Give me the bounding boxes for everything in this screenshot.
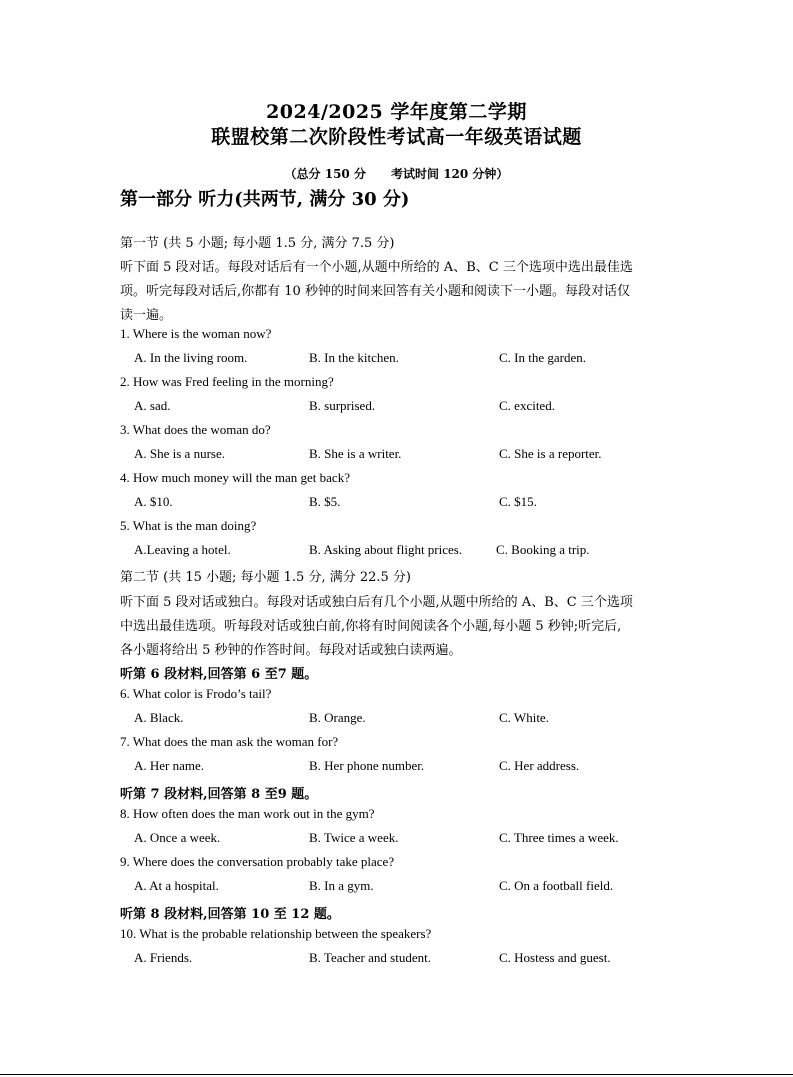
- q8-option-a: A. Once a week.: [134, 830, 221, 845]
- q5-option-c: C. Booking a trip.: [496, 542, 590, 557]
- part1-title: 第一部分 听力(共两节, 满分 30 分): [120, 189, 410, 210]
- exam-title-main: 联盟校第二次阶段性考试高一年级英语试题: [211, 126, 582, 148]
- page-bottom-divider: [0, 1074, 793, 1075]
- q4-option-a: A. $10.: [134, 494, 173, 509]
- exam-title-year: 2024/2025 学年度第二学期: [266, 101, 527, 123]
- material-7-heading: 听第 7 段材料,回答第 8 至9 题。: [120, 787, 318, 802]
- q7-option-a: A. Her name.: [134, 758, 205, 773]
- section2-instruction-line: 听下面 5 段对话或独白。每段对话或独白后有几个小题,从题中所给的 A、B、C 三个选项: [120, 595, 633, 610]
- q6-option-a: A. Black.: [134, 710, 184, 725]
- q2-option-c: C. excited.: [499, 398, 555, 413]
- q1-option-c: C. In the garden.: [499, 350, 587, 365]
- section1-instruction-line: 听下面 5 段对话。每段对话后有一个小题,从题中所给的 A、B、C 三个选项中选出最佳选: [120, 260, 633, 275]
- q7-option-c: C. Her address.: [499, 758, 580, 773]
- q10-option-c: C. Hostess and guest.: [499, 950, 611, 965]
- q4-option-c: C. $15.: [499, 494, 537, 509]
- q3-option-c: C. She is a reporter.: [499, 446, 602, 461]
- section2-instruction-line: 中选出最佳选项。听每段对话或独白前,你将有时间阅读各个小题,每小题 5 秒钟;听完后,: [120, 619, 622, 634]
- section2-instruction-line: 各小题将给出 5 秒钟的作答时间。每段对话或独白读两遍。: [120, 643, 462, 658]
- q10-option-b: B. Teacher and student.: [309, 950, 431, 965]
- question-7: 7. What does the man ask the woman for?: [120, 734, 339, 749]
- section1-heading: 第一节 (共 5 小题; 每小题 1.5 分, 满分 7.5 分): [120, 236, 395, 251]
- material-8-heading: 听第 8 段材料,回答第 10 至 12 题。: [120, 907, 340, 922]
- q5-option-a: A.Leaving a hotel.: [134, 542, 231, 557]
- question-6: 6. What color is Frodo’s tail?: [120, 686, 272, 701]
- question-2: 2. How was Fred feeling in the morning?: [120, 374, 334, 389]
- exam-subtitle: （总分 150 分 考试时间 120 分钟）: [284, 167, 509, 181]
- q2-option-a: A. sad.: [134, 398, 171, 413]
- question-4: 4. How much money will the man get back?: [120, 470, 350, 485]
- question-1: 1. Where is the woman now?: [120, 326, 272, 341]
- q3-option-a: A. She is a nurse.: [134, 446, 225, 461]
- q3-option-b: B. She is a writer.: [309, 446, 402, 461]
- question-5: 5. What is the man doing?: [120, 518, 257, 533]
- q9-option-b: B. In a gym.: [309, 878, 374, 893]
- question-8: 8. How often does the man work out in the gym?: [120, 806, 375, 821]
- section1-instruction-line: 读一遍。: [120, 308, 173, 323]
- question-3: 3. What does the woman do?: [120, 422, 271, 437]
- question-9: 9. Where does the conversation probably take place?: [120, 854, 395, 869]
- q7-option-b: B. Her phone number.: [309, 758, 425, 773]
- section1-instruction-line: 项。听完每段对话后,你都有 10 秒钟的时间来回答有关小题和阅读下一小题。每段对话仅: [120, 284, 630, 299]
- q9-option-a: A. At a hospital.: [134, 878, 219, 893]
- q2-option-b: B. surprised.: [309, 398, 376, 413]
- q8-option-b: B. Twice a week.: [309, 830, 399, 845]
- section2-heading: 第二节 (共 15 小题; 每小题 1.5 分, 满分 22.5 分): [120, 570, 412, 585]
- material-6-heading: 听第 6 段材料,回答第 6 至7 题。: [120, 667, 318, 682]
- q5-option-b: B. Asking about flight prices.: [309, 542, 463, 557]
- q4-option-b: B. $5.: [309, 494, 341, 509]
- q8-option-c: C. Three times a week.: [499, 830, 619, 845]
- q6-option-c: C. White.: [499, 710, 549, 725]
- q6-option-b: B. Orange.: [309, 710, 366, 725]
- q9-option-c: C. On a football field.: [499, 878, 614, 893]
- question-10: 10. What is the probable relationship between the speakers?: [120, 926, 432, 941]
- q10-option-a: A. Friends.: [134, 950, 193, 965]
- q1-option-b: B. In the kitchen.: [309, 350, 399, 365]
- q1-option-a: A. In the living room.: [134, 350, 248, 365]
